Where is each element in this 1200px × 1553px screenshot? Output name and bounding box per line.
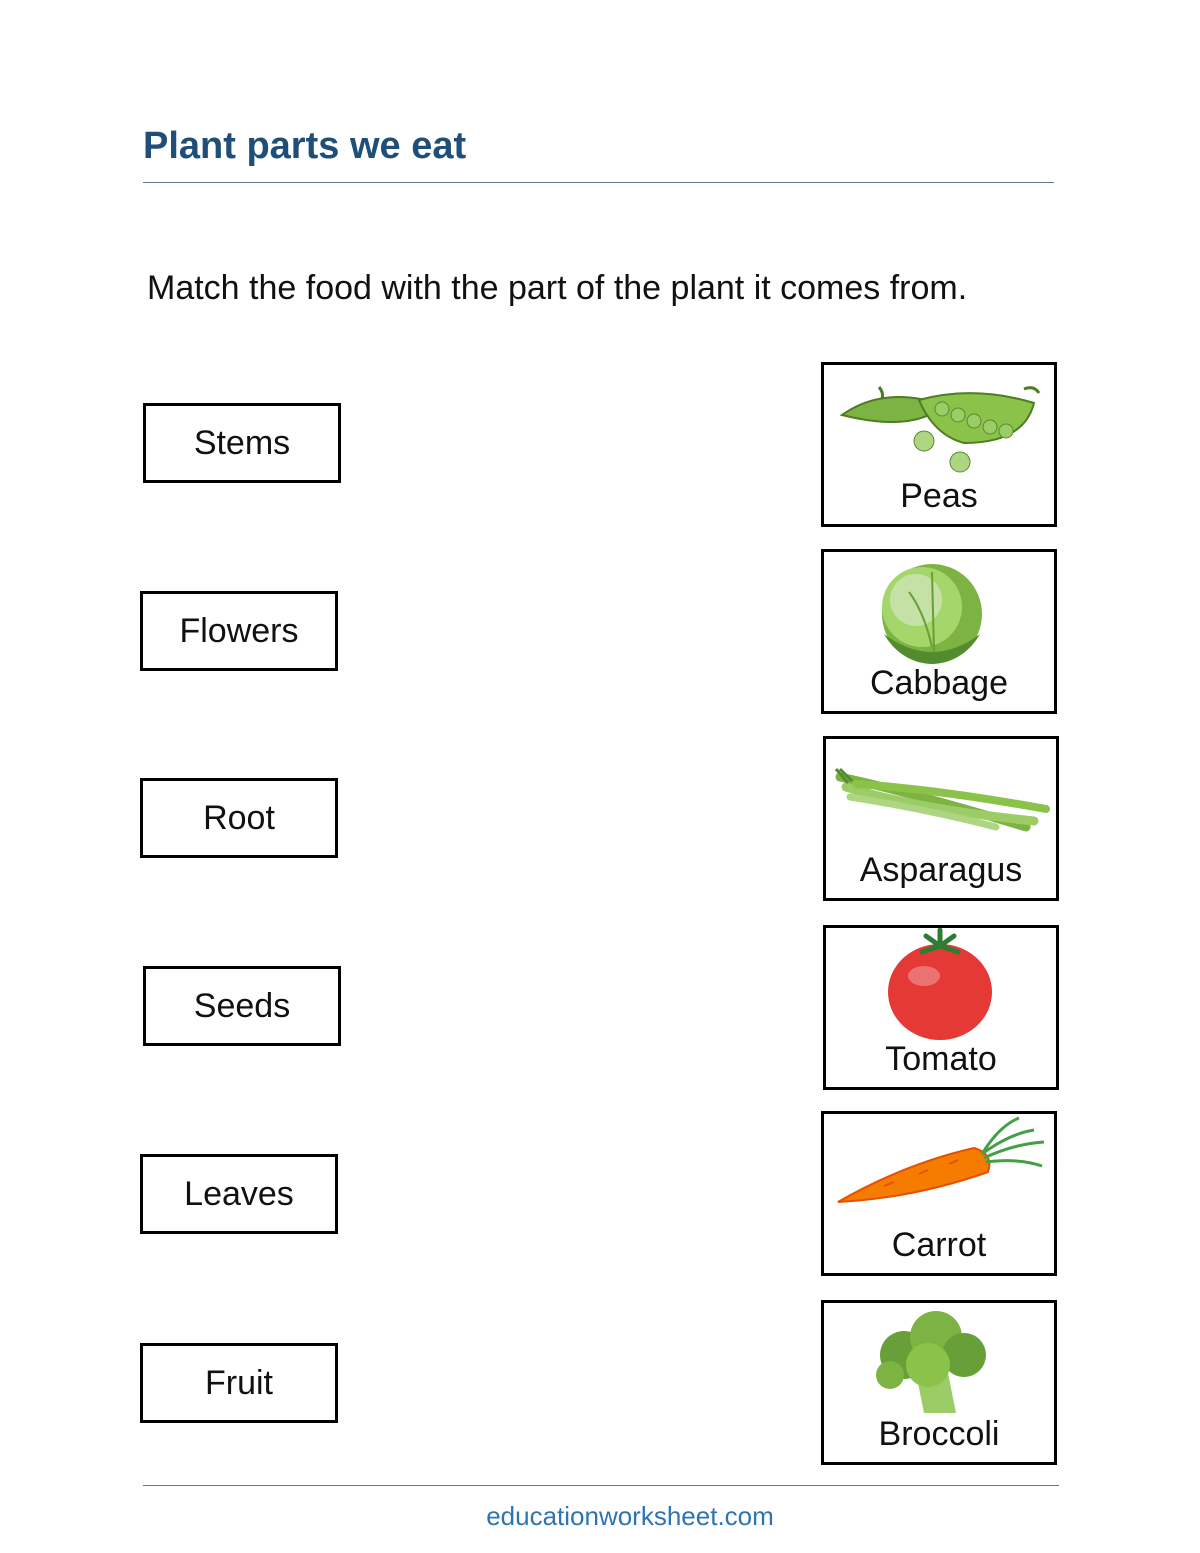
food-card-broccoli[interactable] — [821, 1300, 1057, 1465]
plant-part-seeds[interactable]: Seeds — [143, 966, 341, 1046]
broccoli-icon — [824, 1303, 1054, 1418]
page-title: Plant parts we eat — [143, 125, 467, 167]
food-label-cabbage: Cabbage — [869, 664, 1008, 702]
food-card-cabbage[interactable] — [821, 549, 1057, 714]
plant-part-fruit[interactable]: Fruit — [140, 1343, 338, 1423]
peas-icon — [824, 365, 1054, 475]
plant-part-stems[interactable]: Stems — [143, 403, 341, 483]
tomato-icon — [826, 928, 1056, 1043]
food-card-tomato[interactable] — [823, 925, 1059, 1090]
food-label-broccoli: Broccoli — [878, 1415, 1000, 1453]
food-card-carrot[interactable] — [821, 1111, 1057, 1276]
cabbage-icon — [824, 552, 1054, 667]
asparagus-icon — [826, 739, 1056, 849]
food-card-peas[interactable] — [821, 362, 1057, 527]
footer-divider — [143, 1485, 1059, 1486]
plant-part-leaves[interactable]: Leaves — [140, 1154, 338, 1234]
title-divider — [143, 182, 1054, 183]
footer-site-link[interactable]: educationworksheet.com — [486, 1501, 774, 1531]
food-label-tomato: Tomato — [885, 1040, 997, 1078]
food-label-peas: Peas — [900, 477, 978, 515]
carrot-icon — [824, 1114, 1054, 1224]
food-label-asparagus: Asparagus — [859, 851, 1023, 889]
food-card-asparagus[interactable] — [823, 736, 1059, 901]
plant-part-flowers[interactable]: Flowers — [140, 591, 338, 671]
instructions: Match the food with the part of the plant it comes from. — [147, 269, 968, 307]
food-label-carrot: Carrot — [891, 1226, 987, 1264]
plant-part-root[interactable]: Root — [140, 778, 338, 858]
